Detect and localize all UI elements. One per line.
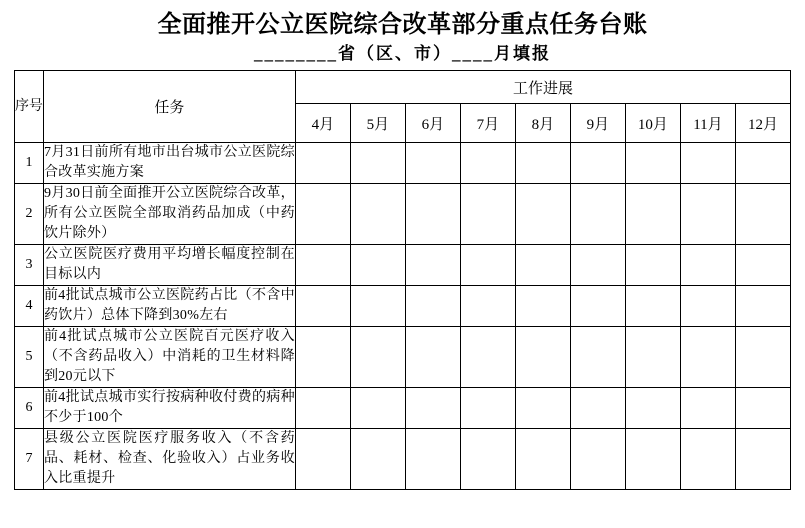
progress-cell [295,245,350,286]
row-index: 1 [14,143,43,184]
progress-cell [735,245,790,286]
task-cell: 前4批试点城市公立医院百元医疗收入（不含药品收入）中消耗的卫生材料降到20元以下 [43,327,295,388]
progress-cell [735,286,790,327]
progress-cell [515,143,570,184]
table-row [14,429,790,490]
progress-cell [570,327,625,388]
task-ledger-table [14,70,791,490]
header-month-aug: 8月 [515,104,570,143]
table-row [14,286,790,327]
progress-cell [295,388,350,429]
progress-cell [735,429,790,490]
table-row [14,184,790,245]
header-index: 序号 [14,71,43,143]
progress-cell [625,388,680,429]
progress-cell [405,286,460,327]
task-cell: 7月31日前所有地市出台城市公立医院综合改革实施方案 [43,143,295,184]
table-row [14,327,790,388]
task-cell: 前4批试点城市公立医院药占比（不含中药饮片）总体下降到30%左右 [43,286,295,327]
progress-cell [295,184,350,245]
progress-cell [515,184,570,245]
document-title: 全面推开公立医院综合改革部分重点任务台账 [157,12,648,38]
header-row-top [14,71,790,104]
progress-cell [735,143,790,184]
row-index: 6 [14,388,43,429]
progress-cell [460,429,515,490]
progress-cell [405,327,460,388]
task-cell: 县级公立医院医疗服务收入（不含药品、耗材、检查、化验收入）占业务收入比重提升 [43,429,295,490]
row-index: 5 [14,327,43,388]
progress-cell [295,327,350,388]
progress-cell [680,327,735,388]
table-row [14,245,790,286]
progress-cell [570,429,625,490]
progress-cell [405,429,460,490]
header-month-jul: 7月 [460,104,515,143]
progress-cell [735,327,790,388]
header-month-oct: 10月 [625,104,680,143]
header-month-nov: 11月 [680,104,735,143]
header-month-dec: 12月 [735,104,790,143]
table-row [14,143,790,184]
progress-cell [515,327,570,388]
progress-cell [625,327,680,388]
progress-cell [735,184,790,245]
progress-cell [350,429,405,490]
progress-cell [570,184,625,245]
task-cell: 9月30日前全面推开公立医院综合改革，所有公立医院全部取消药品加成（中药饮片除外） [43,184,295,245]
header-progress: 工作进展 [295,71,790,104]
progress-cell [680,245,735,286]
progress-cell [625,245,680,286]
row-index: 4 [14,286,43,327]
progress-cell [515,245,570,286]
progress-cell [460,143,515,184]
progress-cell [625,286,680,327]
row-index: 7 [14,429,43,490]
progress-cell [350,327,405,388]
progress-cell [295,143,350,184]
progress-cell [680,286,735,327]
progress-cell [625,184,680,245]
row-index: 3 [14,245,43,286]
header-month-may: 5月 [350,104,405,143]
progress-cell [350,184,405,245]
progress-cell [570,245,625,286]
progress-cell [680,143,735,184]
progress-cell [350,245,405,286]
task-cell: 公立医院医疗费用平均增长幅度控制在目标以内 [43,245,295,286]
header-task: 任务 [43,71,295,143]
table-row [14,388,790,429]
progress-cell [515,388,570,429]
progress-cell [460,286,515,327]
progress-cell [460,245,515,286]
progress-cell [460,184,515,245]
progress-cell [405,184,460,245]
progress-cell [570,388,625,429]
progress-cell [295,429,350,490]
progress-cell [680,429,735,490]
row-index: 2 [14,184,43,245]
progress-cell [680,388,735,429]
progress-cell [570,286,625,327]
progress-cell [405,143,460,184]
progress-cell [625,143,680,184]
progress-cell [735,388,790,429]
progress-cell [405,245,460,286]
progress-cell [570,143,625,184]
progress-cell [350,286,405,327]
progress-cell [515,429,570,490]
progress-cell [295,286,350,327]
header-month-sep: 9月 [570,104,625,143]
progress-cell [405,388,460,429]
header-month-jun: 6月 [405,104,460,143]
progress-cell [680,184,735,245]
progress-cell [625,429,680,490]
progress-cell [350,388,405,429]
task-cell: 前4批试点城市实行按病种收付费的病种不少于100个 [43,388,295,429]
progress-cell [460,327,515,388]
document-subtitle: ________省（区、市）____月填报 [254,44,551,63]
progress-cell [350,143,405,184]
progress-cell [515,286,570,327]
header-month-apr: 4月 [295,104,350,143]
progress-cell [460,388,515,429]
